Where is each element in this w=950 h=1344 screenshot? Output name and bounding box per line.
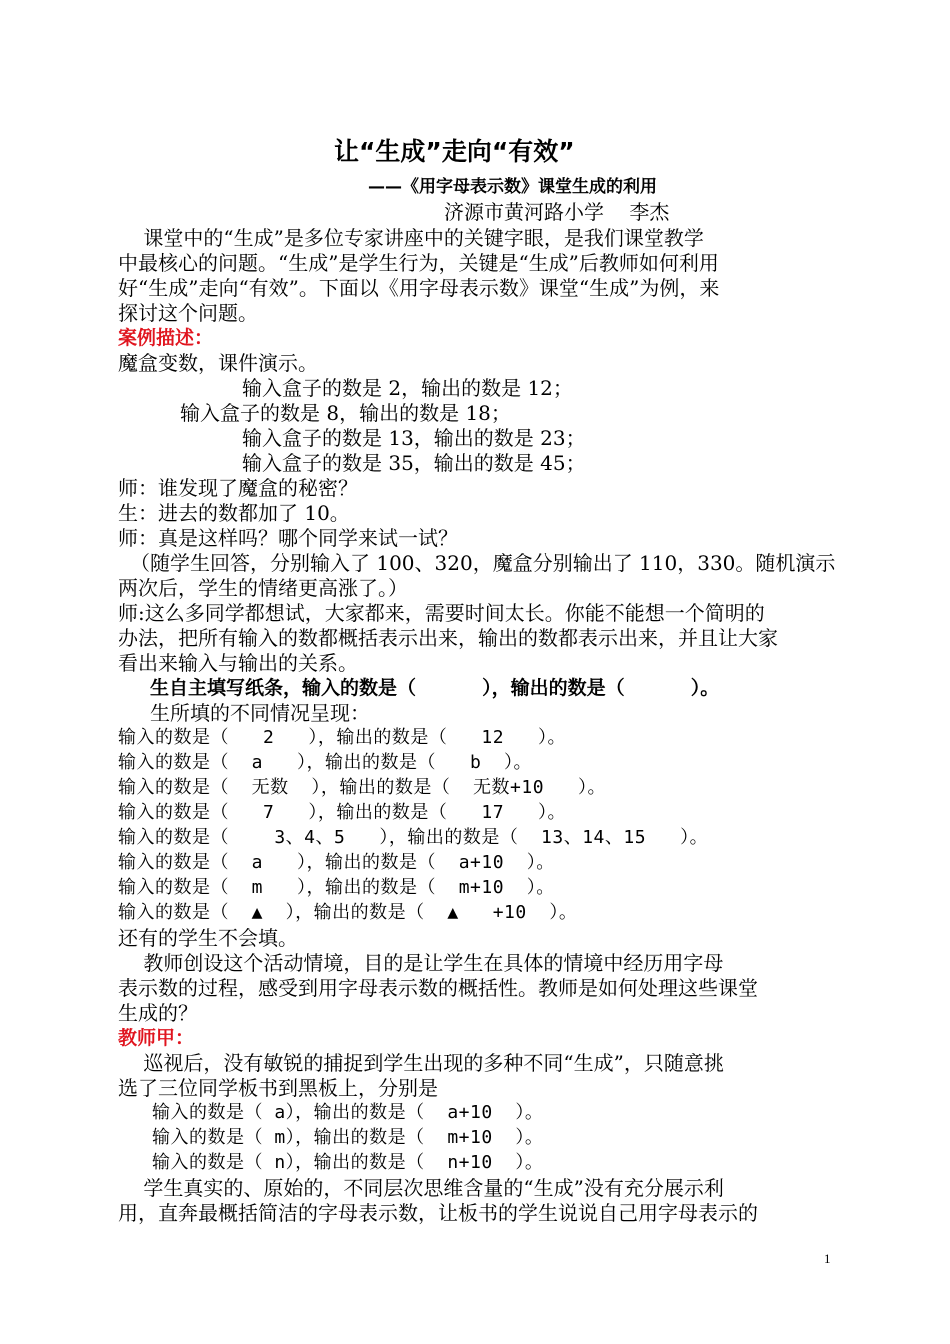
body-line: 教师创设这个活动情境，目的是让学生在具体的情境中经历用字母 [118, 951, 724, 975]
list-item: 输入的数是（ 2 ），输出的数是（ 12 ）。 [118, 727, 567, 748]
body-line: 还有的学生不会填。 [118, 926, 298, 950]
case-line: 看出来输入与输出的关系。 [118, 651, 358, 675]
page-number: 1 [824, 1251, 831, 1266]
case-line: 输入盒子的数是 8，输出的数是 18； [180, 401, 511, 425]
body-line: 学生真实的、原始的，不同层次思维含量的“生成”没有充分展示利 [118, 1176, 724, 1200]
case-line: 师：谁发现了魔盒的秘密？ [118, 476, 358, 500]
case-line: （随学生回答，分别输入了 100、320，魔盒分别输出了 110，330。随机演示 [130, 551, 836, 575]
body-line: 巡视后，没有敏锐的捕捉到学生出现的多种不同“生成”，只随意挑 [118, 1051, 724, 1075]
case-line: 办法，把所有输入的数都概括表示出来，输出的数都表示出来，并且让大家 [118, 626, 778, 650]
list-item: 输入的数是（ m），输出的数是（ m+10 ）。 [152, 1127, 544, 1148]
author-line: 济源市黄河路小学 李杰 [444, 200, 670, 224]
case-line: 两次后，学生的情绪更高涨了。） [118, 576, 408, 600]
page-subtitle: ——《用字母表示数》课堂生成的利用 [368, 177, 657, 197]
intro-line: 课堂中的“生成”是多位专家讲座中的关键字眼，是我们课堂教学 [118, 226, 704, 250]
list-item: 输入的数是（ 无数 ），输出的数是（ 无数+10 ）。 [118, 777, 607, 798]
intro-line: 好“生成”走向“有效”。下面以《用字母表示数》课堂“生成”为例，来 [118, 276, 720, 300]
case-line: 输入盒子的数是 13，输出的数是 23； [242, 426, 586, 450]
body-line: 生成的？ [118, 1001, 198, 1025]
intro-line: 中最核心的问题。“生成”是学生行为，关键是“生成”后教师如何利用 [118, 251, 719, 275]
list-item: 输入的数是（ m ），输出的数是（ m+10 ）。 [118, 877, 555, 898]
case-heading: 案例描述： [118, 327, 214, 349]
list-item: 输入的数是（ a ），输出的数是（ a+10 ）。 [118, 852, 555, 873]
case-line: 输入盒子的数是 35，输出的数是 45； [242, 451, 586, 475]
case-line: 魔盒变数，课件演示。 [118, 351, 318, 375]
list-item: 输入的数是（ 7 ），输出的数是（ 17 ）。 [118, 802, 567, 823]
list-item: 输入的数是（ ▲ ），输出的数是（ ▲ +10 ）。 [118, 902, 578, 923]
case-line: 生：进去的数都加了 10。 [118, 501, 350, 525]
case-line: 输入盒子的数是 2，输出的数是 12； [242, 376, 573, 400]
page-title: 让“生成”走向“有效” [334, 137, 575, 166]
list-item: 输入的数是（ 3、4、5 ），输出的数是（ 13、14、15 ）。 [118, 827, 709, 848]
body-line: 表示数的过程，感受到用字母表示数的概括性。教师是如何处理这些课堂 [118, 976, 758, 1000]
situations-intro: 生所填的不同情况呈现： [150, 701, 370, 725]
intro-line: 探讨这个问题。 [118, 301, 258, 325]
teacher-a-heading: 教师甲： [118, 1027, 195, 1049]
body-line: 选了三位同学板书到黑板上，分别是 [118, 1076, 438, 1100]
list-item: 输入的数是（ a ），输出的数是（ b ）。 [118, 752, 533, 773]
case-line: 师：真是这样吗？哪个同学来试一试？ [118, 526, 458, 550]
body-line: 用，直奔最概括简洁的字母表示数，让板书的学生说说自己用字母表示的 [118, 1201, 758, 1225]
list-item: 输入的数是（ a），输出的数是（ a+10 ）。 [152, 1102, 544, 1123]
case-line: 师:这么多同学都想试，大家都来，需要时间太长。你能不能想一个简明的 [118, 601, 765, 625]
list-item: 输入的数是（ n），输出的数是（ n+10 ）。 [152, 1152, 544, 1173]
task-line: 生自主填写纸条，输入的数是（ ），输出的数是（ ）。 [150, 677, 720, 699]
